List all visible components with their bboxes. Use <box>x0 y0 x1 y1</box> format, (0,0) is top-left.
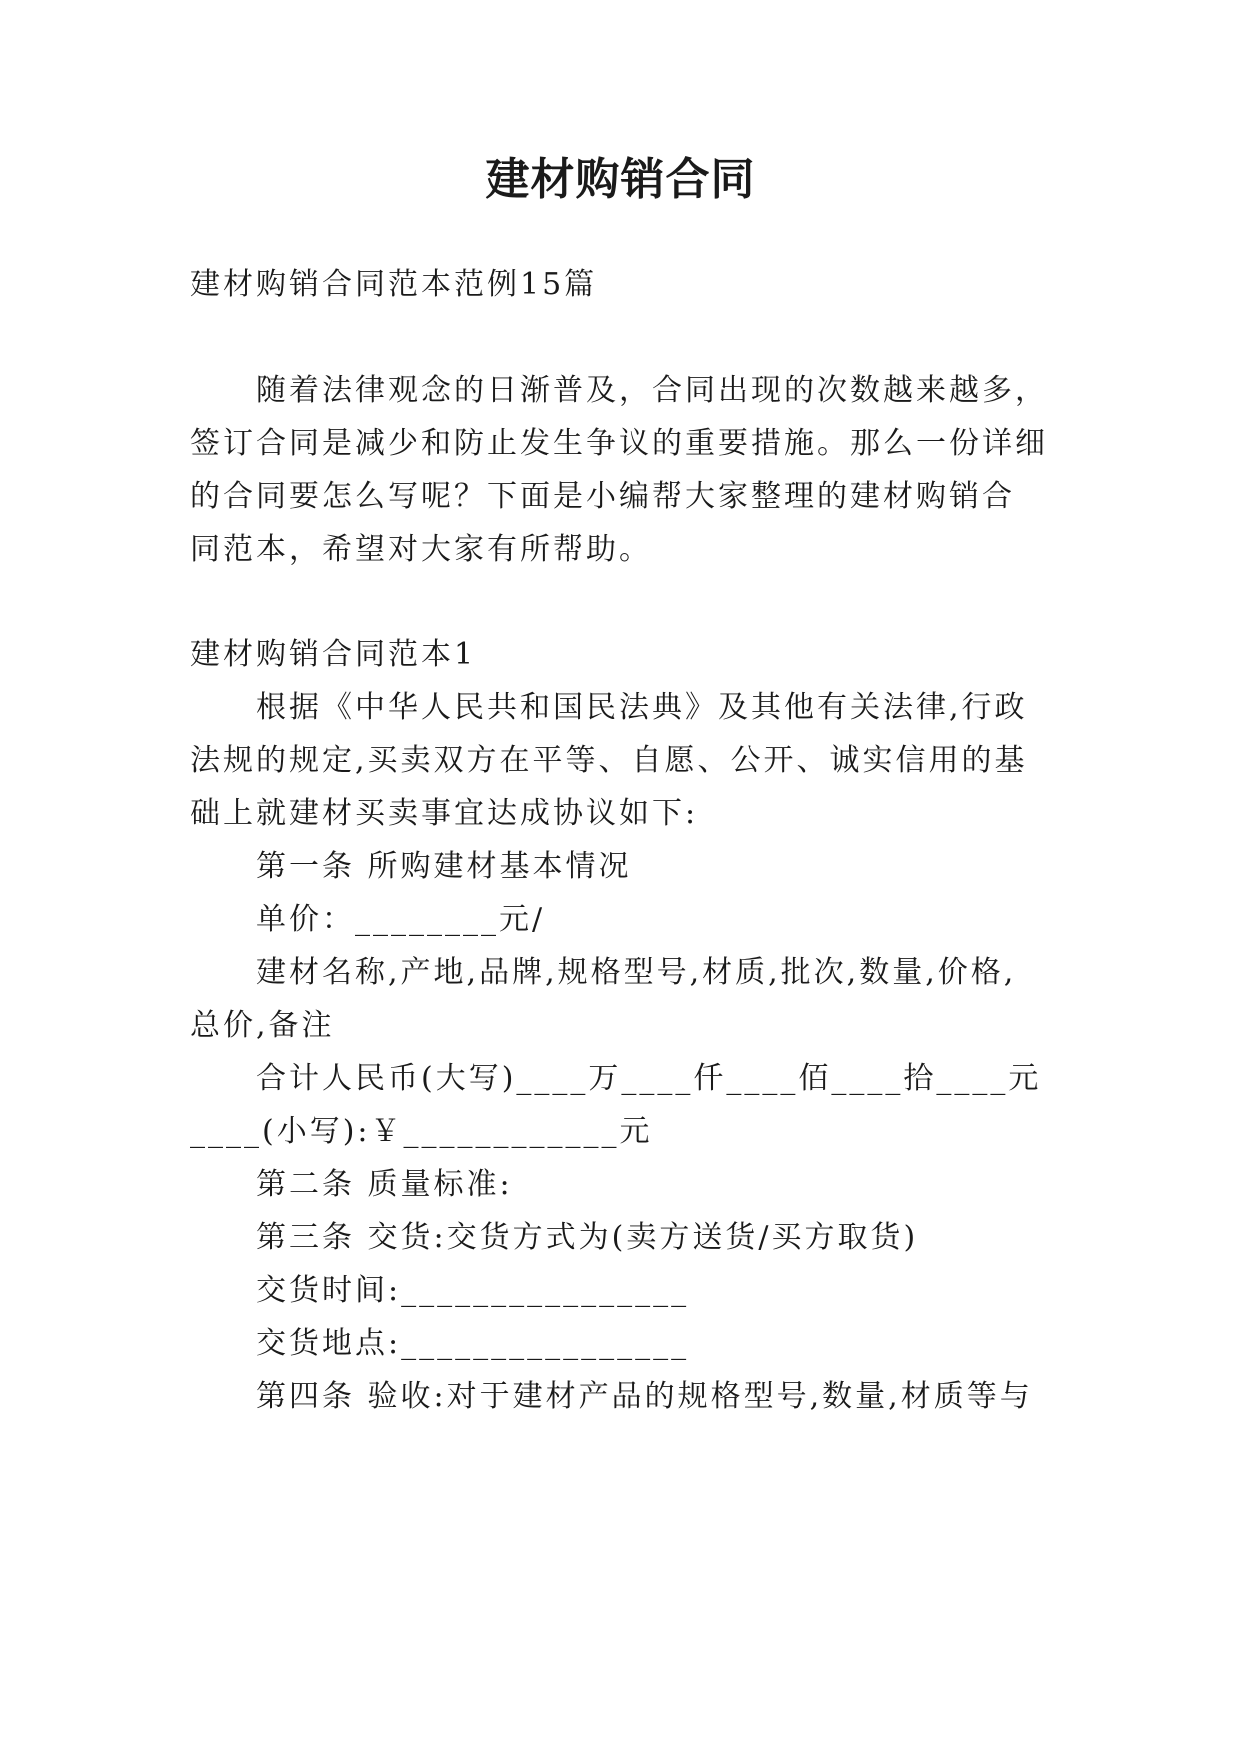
total-amount-line: 合计人民币(大写)____万____仟____佰____拾____元 <box>256 1061 1042 1096</box>
body-line: 础上就建材买卖事宜达成协议如下: <box>190 796 699 831</box>
delivery-time-line: 交货时间:________________ <box>256 1273 690 1308</box>
total-amount-line: ____(小写):￥____________元 <box>190 1114 653 1149</box>
material-fields-line: 总价,备注 <box>190 1008 335 1043</box>
intro-paragraph-line-4: 同范本，希望对大家有所帮助。 <box>190 532 652 567</box>
subtitle-line: 建材购销合同范本范例15篇 <box>190 267 598 302</box>
article-1-heading: 第一条 所购建材基本情况 <box>256 849 632 884</box>
article-4-heading: 第四条 验收:对于建材产品的规格型号,数量,材质等与 <box>256 1379 1033 1414</box>
unit-price-line: 单价：________元/ <box>256 902 546 937</box>
section-heading: 建材购销合同范本1 <box>190 637 477 672</box>
intro-paragraph-line-3: 的合同要怎么写呢？下面是小编帮大家整理的建材购销合 <box>190 479 1015 514</box>
intro-paragraph-line-1: 随着法律观念的日渐普及，合同出现的次数越来越多， <box>256 373 1048 408</box>
article-3-heading: 第三条 交货:交货方式为(卖方送货/买方取货) <box>256 1220 919 1255</box>
body-line: 根据《中华人民共和国民法典》及其他有关法律,行政 <box>256 690 1028 725</box>
intro-paragraph-line-2: 签订合同是减少和防止发生争议的重要措施。那么一份详细 <box>190 426 1048 461</box>
document-title: 建材购销合同 <box>485 154 756 205</box>
material-fields-line: 建材名称,产地,品牌,规格型号,材质,批次,数量,价格, <box>256 955 1017 990</box>
body-line: 法规的规定,买卖双方在平等、自愿、公开、诚实信用的基 <box>190 743 1028 778</box>
delivery-place-line: 交货地点:________________ <box>256 1326 690 1361</box>
article-2-heading: 第二条 质量标准: <box>256 1167 513 1202</box>
